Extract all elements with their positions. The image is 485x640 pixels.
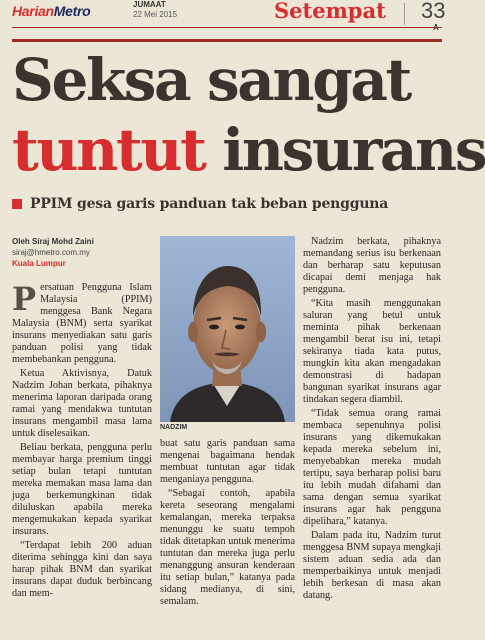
issue-date xyxy=(133,0,177,20)
byline xyxy=(12,236,152,269)
paragraph: Dalam pada itu, Nadzim turut menggesa BNM supaya mengkaji sistem aduan sedia ada dan memperbaikinya untuk menjadi lebih berkesan di masa akan datang. xyxy=(303,530,441,601)
article-column-3 xyxy=(303,236,441,638)
paragraph: Nadzim berkata, pihaknya memandang serius isu berkenaan dan berharap satu keputusan dicapai demi menjaga hak pengguna. xyxy=(303,236,441,295)
photo-caption: NADZIM xyxy=(160,424,188,431)
deck-text: PPIM gesa garis panduan tak beban pengguna xyxy=(30,196,389,212)
headline-line-1: Seksa sangat xyxy=(12,46,410,114)
paragraph: Beliau berkata, pengguna perlu membayar harga premium tinggi setiap bulan tetapi tuntutan mereka memakan masa lama dan juga berkemungkinan tidak diluluskan apabila mereka mengemukakan kepada syarikat insurans. xyxy=(12,442,152,537)
masthead xyxy=(0,0,452,42)
publication-logo: HarianMetro xyxy=(12,3,91,19)
byline-email: siraj@hmetro.com.my xyxy=(12,248,90,257)
article-column-1 xyxy=(12,282,152,637)
issue-day: JUMAAT xyxy=(133,0,166,9)
masthead-rule-thick xyxy=(12,39,442,42)
headline-rest: insurans xyxy=(222,116,485,184)
drop-cap: P xyxy=(12,280,37,318)
square-bullet-icon xyxy=(12,199,22,209)
paragraph: “Sebagai contoh, apabila kereta seseorang mengalami kemalangan, mereka terpaksa menunggu ke suatu tempoh tidak ditetapkan untuk menerima tuntutan dan mereka juga perlu menanggung ansuran kenderaan itu setiap bulan,” katanya pada sidang medianya, di sini, semalam. xyxy=(160,488,295,607)
page-number: 33 xyxy=(421,0,446,23)
portrait-photo xyxy=(160,236,295,422)
section-title: Setempat xyxy=(274,0,386,23)
byline-author: Oleh Siraj Mohd Zaini xyxy=(12,237,94,246)
headline-highlight: tuntut xyxy=(12,116,205,184)
paragraph: “Terdapat lebih 200 aduan diterima sehingga kini dan saya harap pihak BNM dan syarikat insurans dapat duduk berbincang dan mem- xyxy=(12,540,152,599)
article-column-2 xyxy=(160,438,295,638)
deck xyxy=(12,196,442,212)
paragraph: Persatuan Pengguna Islam Malaysia (PPIM) menggesa Bank Negara Malaysia (BNM) serta syarikat insurans menyediakan satu garis panduan polisi yang tidak membebankan pengguna. xyxy=(12,280,152,365)
paragraph: buat satu garis panduan sama mengenai bagaimana hendak membuat tuntutan agar tidak menganiaya pengguna. xyxy=(160,438,295,485)
masthead-rule-thin xyxy=(12,27,442,28)
masthead-divider xyxy=(404,3,405,25)
paragraph: Ketua Aktivisnya, Datuk Nadzim Johan berkata, pihaknya menerima laporan daripada orang ramai yang mendakwa tuntutan insurans mengambil masa lama untuk diselesaikan. xyxy=(12,368,152,439)
paragraph: “Tidak semua orang ramai membaca sepenuhnya polisi insurans yang dikemukakan kepada mereka sebelum ini, menyebabkan mereka mudah tertipu, saya berharap polisi baru itu lebih mudah difahami dan sama dengan semua syarikat insurans agar hak pengguna dipelihara,” katanya. xyxy=(303,408,441,527)
byline-location: Kuala Lumpur xyxy=(12,259,66,268)
portrait-illustration xyxy=(160,236,295,422)
headline-line-2 xyxy=(12,116,485,184)
issue-date-text: 22 Mei 2015 xyxy=(133,10,178,19)
paragraph: “Kita masih menggunakan saluran yang betul untuk meminta pihak berkenaan mengambil berat isu ini, tetapi sekiranya tiada kata putus, mungkin kita akan mengadakan demonstrasi di hadapan bangunan syarikat insurans agar tindakan segera diambil. xyxy=(303,298,441,405)
